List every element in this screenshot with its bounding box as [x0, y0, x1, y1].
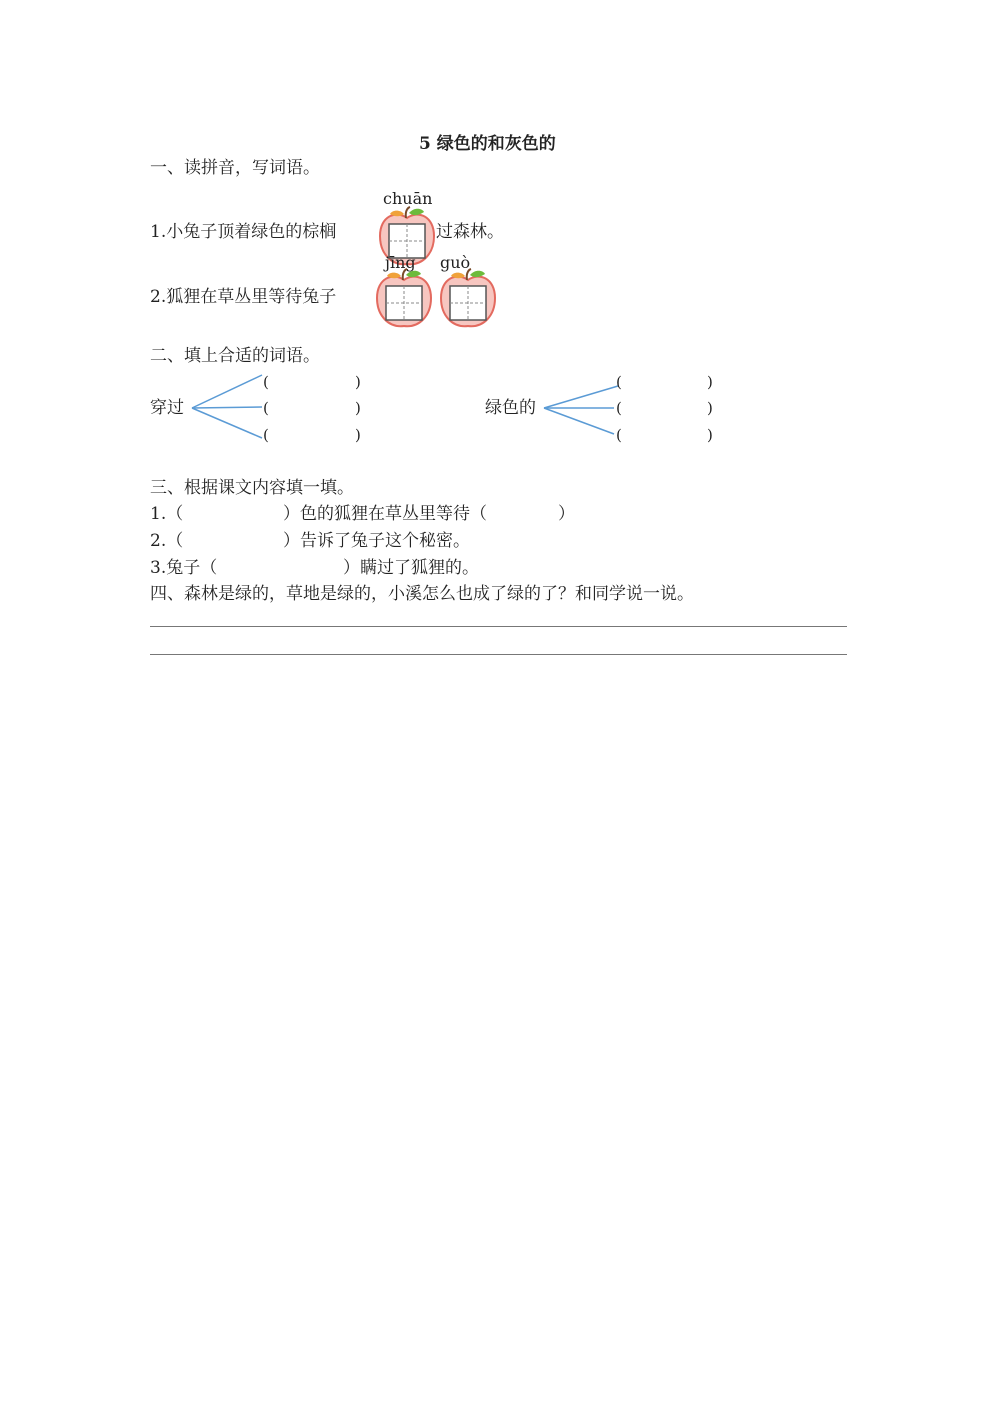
question-1-1-text: 1.小兔子顶着绿色的棕榈 [150, 222, 337, 242]
blank-open-paren: ( [263, 399, 269, 417]
question-3-2-end: ）告诉了兔子这个秘密。 [283, 531, 470, 551]
blank-open-paren: ( [263, 373, 269, 391]
question-3-3-num: 3.兔子（ [150, 558, 218, 578]
question-3-3-end: ）瞒过了狐狸的。 [343, 558, 479, 578]
blank-open-paren: ( [263, 426, 269, 444]
section-3-heading: 三、根据课文内容填一填。 [150, 478, 354, 498]
pinyin-guo: guò [440, 253, 471, 272]
blank-close-paren: ) [355, 426, 361, 444]
question-3-2-num: 2.（ [150, 531, 184, 551]
blank-close-paren: ) [707, 399, 713, 417]
answer-line[interactable] [150, 654, 847, 655]
blank-open-paren: ( [616, 399, 622, 417]
question-1-1-after: 过森林。 [436, 222, 504, 242]
blank-close-paren: ) [355, 399, 361, 417]
word-lvsede: 绿色的 [485, 398, 536, 418]
page-title: 5 绿色的和灰色的 [419, 134, 556, 154]
question-3-1-end: ） [558, 504, 575, 524]
answer-line[interactable] [150, 626, 847, 627]
section-1-heading: 一、读拼音，写词语。 [150, 158, 320, 178]
blank-close-paren: ) [707, 373, 713, 391]
question-3-1-num: 1.（ [150, 504, 184, 524]
blank-close-paren: ) [707, 426, 713, 444]
word-chuanguo: 穿过 [150, 398, 184, 418]
blank-close-paren: ) [355, 373, 361, 391]
section-2-heading: 二、填上合适的词语。 [150, 346, 320, 366]
pinyin-jing: jīng [385, 253, 416, 272]
pinyin-chuan: chuān [383, 189, 433, 208]
blank-open-paren: ( [616, 426, 622, 444]
question-3-1-mid: ）色的狐狸在草丛里等待（ [283, 504, 487, 524]
section-4-heading: 四、森林是绿的，草地是绿的，小溪怎么也成了绿的了？和同学说一说。 [150, 584, 694, 604]
blank-open-paren: ( [616, 373, 622, 391]
question-1-2-text: 2.狐狸在草丛里等待兔子 [150, 287, 337, 307]
